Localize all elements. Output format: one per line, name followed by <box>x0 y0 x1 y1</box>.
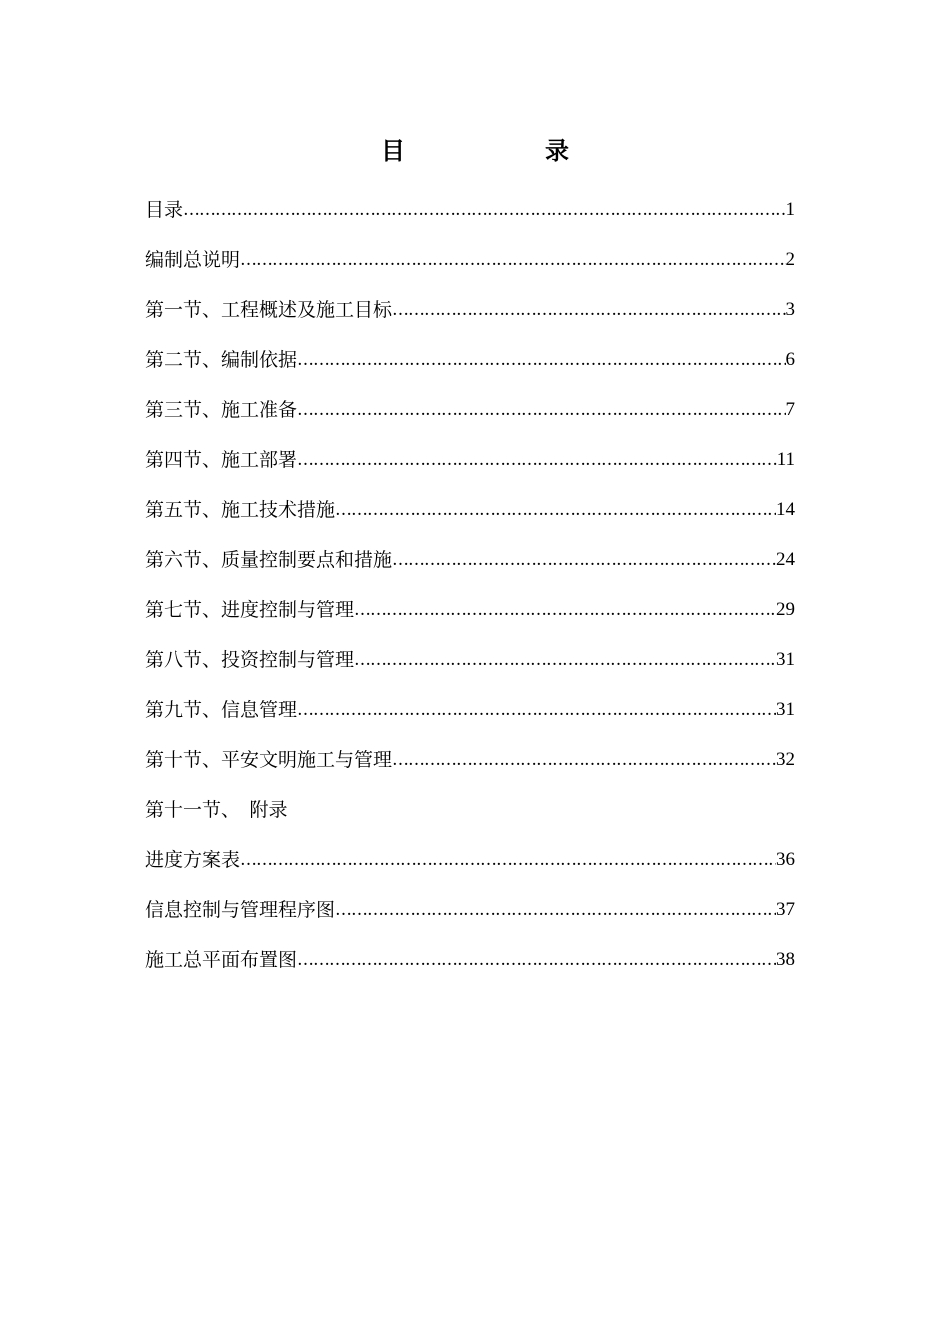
toc-dot-leader <box>392 296 785 324</box>
toc-entry[interactable] <box>145 635 795 685</box>
toc-entry[interactable] <box>145 785 795 835</box>
toc-entry[interactable] <box>145 585 795 635</box>
toc-entry-label: 第十一节、 附录 <box>145 799 288 821</box>
toc-entry-label: 第五节、施工技术措施 <box>145 499 336 521</box>
toc-entry-page-number: 14 <box>776 499 795 520</box>
toc-entry[interactable] <box>145 335 795 385</box>
toc-dot-leader <box>354 596 776 624</box>
title-part-2: 录 <box>545 136 569 165</box>
toc-entry-label: 第六节、质量控制要点和措施 <box>145 549 393 571</box>
toc-entry-label: 信息控制与管理程序图 <box>145 899 336 921</box>
toc-entry-page-number: 31 <box>776 699 795 720</box>
toc-dot-leader <box>335 896 776 924</box>
toc-entry[interactable] <box>145 285 795 335</box>
toc-entry-label: 第四节、施工部署 <box>145 449 298 471</box>
toc-entry-page-number: 37 <box>776 899 795 920</box>
toc-dot-leader <box>392 746 776 774</box>
toc-dot-leader <box>297 396 785 424</box>
toc-entry[interactable] <box>145 235 795 285</box>
toc-dot-leader <box>354 646 776 674</box>
toc-entry[interactable] <box>145 735 795 785</box>
toc-dot-leader <box>183 196 785 224</box>
toc-entry-label: 第二节、编制依据 <box>145 349 298 371</box>
toc-dot-leader <box>240 846 776 874</box>
page-title <box>0 136 950 166</box>
toc-entry-label: 第八节、投资控制与管理 <box>145 649 355 671</box>
table-of-contents <box>145 185 795 985</box>
toc-entry-label: 第九节、信息管理 <box>145 699 298 721</box>
toc-dot-leader <box>335 496 776 524</box>
toc-dot-leader <box>392 546 776 574</box>
toc-dot-leader <box>297 946 776 974</box>
toc-entry-page-number: 2 <box>785 249 795 270</box>
toc-entry-label: 编制总说明 <box>145 249 241 271</box>
toc-entry-label: 第一节、工程概述及施工目标 <box>145 299 393 321</box>
toc-entry-label: 第三节、施工准备 <box>145 399 298 421</box>
toc-entry-page-number: 32 <box>776 749 795 770</box>
toc-entry[interactable] <box>145 685 795 735</box>
toc-entry[interactable] <box>145 885 795 935</box>
toc-entry-label: 施工总平面布置图 <box>145 949 298 971</box>
toc-entry-page-number: 3 <box>785 299 795 320</box>
title-part-1: 目 <box>381 136 405 165</box>
toc-entry-page-number: 36 <box>776 849 795 870</box>
toc-entry-page-number: 24 <box>776 549 795 570</box>
toc-entry[interactable] <box>145 385 795 435</box>
toc-entry-label: 目录 <box>145 199 184 221</box>
toc-entry-label: 第十节、平安文明施工与管理 <box>145 749 393 771</box>
toc-dot-leader <box>297 346 785 374</box>
toc-entry-page-number: 7 <box>785 399 795 420</box>
toc-dot-leader <box>297 696 776 724</box>
toc-entry[interactable] <box>145 835 795 885</box>
toc-entry-page-number: 29 <box>776 599 795 620</box>
toc-entry-page-number: 38 <box>776 949 795 970</box>
toc-entry[interactable] <box>145 185 795 235</box>
toc-entry-label: 第七节、进度控制与管理 <box>145 599 355 621</box>
toc-entry-page-number: 31 <box>776 649 795 670</box>
toc-entry-page-number: 11 <box>776 449 795 470</box>
toc-entry[interactable] <box>145 935 795 985</box>
toc-dot-leader <box>297 446 777 474</box>
toc-dot-leader <box>240 246 785 274</box>
toc-entry-label: 进度方案表 <box>145 849 241 871</box>
toc-entry-page-number: 1 <box>785 199 795 220</box>
toc-entry[interactable] <box>145 435 795 485</box>
toc-entry[interactable] <box>145 485 795 535</box>
toc-entry-page-number: 6 <box>785 349 795 370</box>
toc-entry[interactable] <box>145 535 795 585</box>
